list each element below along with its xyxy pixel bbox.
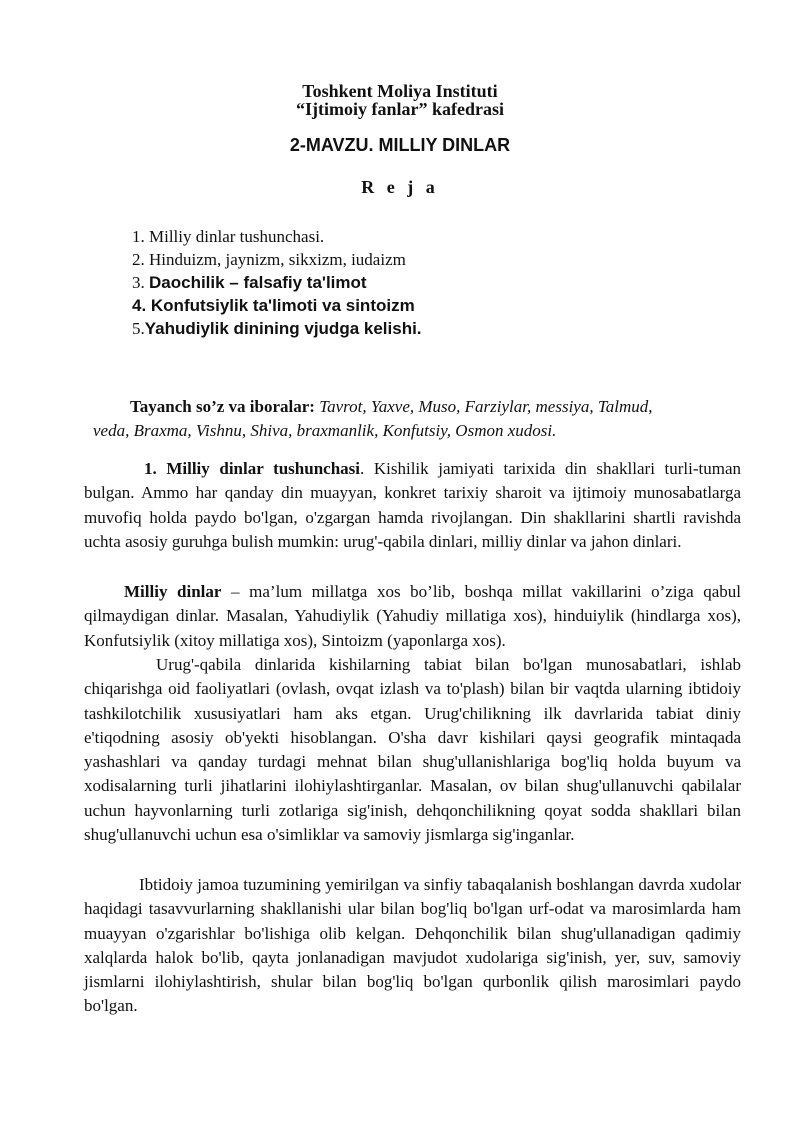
- plan-item-3: [132, 271, 422, 294]
- paragraph-3: [84, 653, 741, 847]
- keywords-label: Tayanch so’z va iboralar:: [130, 397, 315, 416]
- paragraph-4-text: Ibtidoiy jamoa tuzumining yemirilgan va sinfiy tabaqalanish boshlangan davrda xudolar haqidagi tasavvurlarning shakllanishi ular bilan bog'liq bo'lgan urf-odat va marosimlarda ham muayyan o'zgarishlar bo'lishiga olib kelgan. Dehqonchilik bilan shug'ullanadigan qadimiy xalqlarda halok bo'lib, qayta jonlanadigan mavjudot xudolariga sig'inish, yer, suv, samoviy jismlarni ilohiylashtirish, shular bilan bog'liq bo'lgan qurbonlik qilish marosimlari paydo bo'lgan.: [84, 875, 741, 1016]
- plan-item-2: 2. Hinduizm, jaynizm, sikxizm, iudaizm: [132, 250, 406, 269]
- keywords-block: [93, 395, 693, 443]
- institution-name: Toshkent Moliya Instituti: [302, 81, 498, 101]
- keywords-text: Tavrot, Yaxve, Muso, Farziylar, messiya, Talmud, veda, Braxma, Vishnu, Shiva, braxmanlik, Konfutsiy, Osmon xudosi.: [93, 397, 653, 440]
- plan-item-5: [132, 317, 422, 340]
- plan-item-4: 4. Konfutsiylik ta'limoti va sintoizm: [132, 296, 415, 315]
- paragraph-2-text: – ma’lum millatga xos bo’lib, boshqa millat vakillarini o’ziga qabul qilmaydigan dinlar. Masalan, Yahudiylik (Yahudiy millatiga xos), hinduiylik (hindlarga xos), Konfutsiylik (xitoy millatiga xos), Sintoizm (yaponlarga xos).: [84, 582, 741, 650]
- paragraph-1-text: . Kishilik jamiyati tarixida din shakllari turli-tuman bulgan. Ammo har qanday din muayyan, konkret tarixiy sharoit va ijtimoiy munosabatlarga muvofiq holda paydo bo'lgan, o'zgargan hamda rivojlangan. Din shakllarini shartli ravishda uchta asosiy guruhga bulish mumkin: urug'-qabila dinlari, milliy dinlar va jahon dinlari.: [84, 459, 741, 551]
- plan-item-5-number: 5.: [132, 319, 145, 338]
- paragraph-1: [84, 457, 741, 554]
- paragraph-1-heading: 1. Milliy dinlar tushunchasi: [144, 459, 361, 478]
- plan-item-5-text: Yahudiylik dinining vjudga kelishi.: [144, 319, 422, 338]
- paragraph-2-term: Milliy dinlar: [124, 582, 222, 601]
- plan-list: [132, 225, 422, 340]
- paragraph-4: [84, 873, 741, 1019]
- plan-item-3-number: 3.: [132, 273, 149, 292]
- plan-item-3-text: Daochilik – falsafiy ta'limot: [149, 273, 367, 292]
- topic-title: 2-MAVZU. MILLIY DINLAR: [289, 135, 511, 155]
- paragraph-3-text: Urug'-qabila dinlarida kishilarning tabiat bilan bo'lgan munosabatlari, ishlab chiqarishga oid faoliyatlari (ovlash, ovqat izlash va to'plash) bilan bir vaqtda ularning ibtidoiy tashkilotchilik xususiyatlari ham aks etgan. Urug'chilikning ilk davrlarida tabiat diniy e'tiqodning asosiy ob'yekti hisoblangan. O'sha davr kishilari qaysi geografik mintaqada yashashlari va qanday turdagi mehnat bilan shug'ullanishlariga bog'liq holda buyum va xodisalarning turli jihatlarini ilohiylashtirganlar. Masalan, ov bilan shug'ullanuvchi qabilalar uchun hayvonlarning turli zotlariga sig'inish, dehqonchilikning qoyat sodda shakllari bilan shug'ullanuvchi uchun esa o'simliklar va samoviy jismlarga sig'inganlar.: [84, 655, 741, 845]
- plan-title: R e j a: [361, 177, 439, 197]
- plan-item-1: 1. Milliy dinlar tushunchasi.: [132, 227, 325, 246]
- department-name: “Ijtimoiy fanlar” kafedrasi: [296, 99, 504, 119]
- paragraph-2: [84, 580, 741, 653]
